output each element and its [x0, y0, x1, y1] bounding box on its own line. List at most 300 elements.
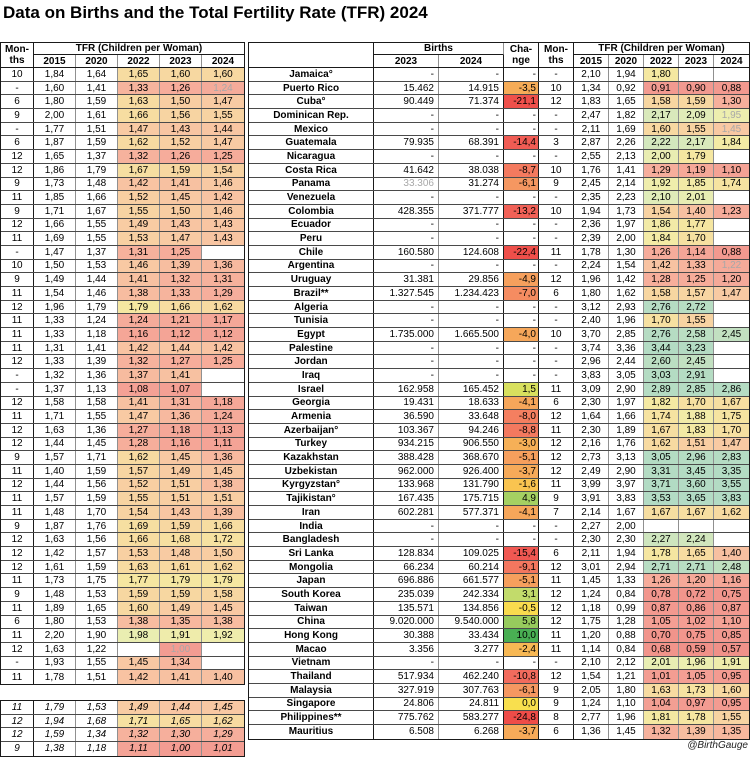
tfr-cell: 1,48 — [76, 178, 118, 191]
months-cell: 10 — [539, 205, 574, 218]
change-cell: - — [504, 342, 539, 355]
change-cell: - — [504, 219, 539, 232]
tfr-cell: 2,55 — [574, 150, 609, 163]
births-2023-cell: - — [374, 68, 439, 81]
tfr-cell: 1,83 — [574, 95, 609, 108]
births-2024-cell: 242.334 — [439, 588, 504, 601]
tfr-cell: 1,35 — [714, 725, 749, 739]
change-cell: - — [504, 191, 539, 204]
country-row — [249, 82, 749, 96]
tfr-cell: 1,61 — [76, 109, 118, 122]
months-cell: 9 — [539, 684, 574, 697]
year-header: 2020 — [76, 55, 118, 67]
tfr-cell: 1,33 — [609, 574, 644, 587]
country-row — [249, 492, 749, 506]
births-2024-cell: - — [439, 314, 504, 327]
months-cell: 11 — [1, 506, 34, 519]
tfr-row — [1, 438, 244, 452]
tfr-row — [1, 670, 244, 684]
tfr-cell: 3,74 — [574, 342, 609, 355]
tfr-cell: 1,33 — [34, 328, 76, 341]
births-2023-cell: 934.215 — [374, 438, 439, 451]
country-cell: Jamaica° — [249, 68, 374, 81]
months-cell: 12 — [539, 561, 574, 574]
tfr-cell: 1,07 — [160, 383, 202, 396]
tfr-cell: 1,21 — [609, 670, 644, 683]
change-cell: -10,8 — [504, 670, 539, 683]
change-cell: 10,0 — [504, 629, 539, 642]
births-2024-cell: 14.915 — [439, 82, 504, 95]
tfr-cell: 2,58 — [679, 328, 714, 341]
months-cell: - — [539, 520, 574, 533]
tfr-cell: 1,11 — [202, 438, 244, 451]
tfr-cell: 1,75 — [574, 616, 609, 629]
months-cell: 9 — [1, 588, 34, 601]
tfr-cell: 1,60 — [714, 684, 749, 697]
tfr-cell: 0,87 — [714, 602, 749, 615]
tfr-cell: 1,51 — [76, 670, 118, 684]
tfr-cell: 1,84 — [714, 136, 749, 149]
tfr-cell: 1,55 — [118, 492, 160, 505]
change-cell: -4,0 — [504, 328, 539, 341]
tfr-cell: 0,72 — [679, 588, 714, 601]
births-2023-cell: 66.234 — [374, 561, 439, 574]
change-cell: - — [504, 232, 539, 245]
tfr-cell: 1,42 — [202, 342, 244, 355]
tfr-cell: 1,33 — [160, 287, 202, 300]
births-2024-cell: 18.633 — [439, 397, 504, 410]
tfr-cell: 1,71 — [34, 205, 76, 218]
tfr-cell: 2,94 — [609, 561, 644, 574]
tfr-cell: 1,47 — [714, 438, 749, 451]
tfr-cell: 1,37 — [34, 383, 76, 396]
months-cell: 9 — [539, 178, 574, 191]
months-cell: - — [539, 68, 574, 81]
tfr-cell: 1,61 — [160, 561, 202, 574]
tfr-cell: 1,53 — [76, 701, 118, 714]
months-cell: 12 — [1, 643, 34, 656]
country-cell: Turkey — [249, 438, 374, 451]
months-cell: 11 — [1, 629, 34, 642]
tfr-cell: 1,54 — [118, 506, 160, 519]
tfr-cell: 1,44 — [160, 342, 202, 355]
months-header-line1: Mon- — [5, 44, 29, 55]
births-2023-cell: 90.449 — [374, 95, 439, 108]
tfr-cell: 1,20 — [574, 629, 609, 642]
tfr-cell: 1,28 — [644, 273, 679, 286]
tfr-cell: 1,66 — [118, 109, 160, 122]
tfr-row — [1, 287, 244, 301]
tfr-cell: 2,96 — [574, 355, 609, 368]
tfr-cell: 1,42 — [644, 260, 679, 273]
tfr-cell: 1,37 — [76, 150, 118, 163]
births-2023-cell: 103.367 — [374, 424, 439, 437]
months-cell: 11 — [539, 383, 574, 396]
change-cell: -5,1 — [504, 451, 539, 464]
tfr-cell: 0,59 — [679, 643, 714, 656]
tfr-cell: 1,25 — [202, 150, 244, 163]
tfr-cell: 1,80 — [644, 68, 679, 81]
tfr-cell: 1,97 — [609, 397, 644, 410]
tfr-cell: 1,40 — [714, 547, 749, 560]
months-cell: 10 — [539, 164, 574, 177]
tfr-row — [1, 533, 244, 547]
births-2024-cell: 60.214 — [439, 561, 504, 574]
tfr-cell — [679, 520, 714, 533]
tfr-cell: 2,00 — [34, 109, 76, 122]
country-cell: South Korea — [249, 588, 374, 601]
tfr-cell: 1,43 — [160, 506, 202, 519]
country-cell: Mongolia — [249, 561, 374, 574]
tfr-cell — [714, 342, 749, 355]
change-cell: - — [504, 301, 539, 314]
change-cell: - — [504, 68, 539, 81]
tfr-cell: 1,66 — [202, 520, 244, 533]
tfr-cell: 1,74 — [644, 410, 679, 423]
tfr-row — [1, 355, 244, 369]
change-cell: - — [504, 260, 539, 273]
tfr-row — [1, 301, 244, 315]
change-cell: - — [504, 369, 539, 382]
tfr-cell: 1,59 — [160, 520, 202, 533]
tfr-row — [1, 520, 244, 534]
births-2023-cell: 36.590 — [374, 410, 439, 423]
tfr-cell: 2,27 — [574, 520, 609, 533]
months-cell: - — [539, 219, 574, 232]
tfr-cell: 1,32 — [118, 150, 160, 163]
tfr-row — [1, 574, 244, 588]
tfr-cell: 1,33 — [679, 260, 714, 273]
tfr-cell: 1,42 — [118, 178, 160, 191]
tfr-cell: 3,09 — [574, 383, 609, 396]
tfr-cell: 1,59 — [76, 136, 118, 149]
tfr-cell: 0,90 — [679, 82, 714, 95]
births-2023-cell: 30.388 — [374, 629, 439, 642]
change-cell: -22,4 — [504, 246, 539, 259]
tfr-cell: 1,91 — [160, 629, 202, 642]
tfr-cell: 3,36 — [609, 342, 644, 355]
tfr-cell: 1,36 — [202, 451, 244, 464]
country-row — [249, 465, 749, 479]
tfr-cell: 2,17 — [679, 136, 714, 149]
tfr-cell — [714, 520, 749, 533]
tfr-cell: 1,56 — [160, 109, 202, 122]
tfr-cell: 1,43 — [202, 232, 244, 245]
tfr-row — [1, 602, 244, 616]
tfr-cell: 1,95 — [714, 109, 749, 122]
change-cell: -3,0 — [504, 438, 539, 451]
tfr-cell: 1,05 — [644, 616, 679, 629]
births-2024-cell: - — [439, 520, 504, 533]
births-2023-cell: 19.431 — [374, 397, 439, 410]
change-cell: - — [504, 109, 539, 122]
change-cell: -24,8 — [504, 711, 539, 724]
births-2024-cell: 38.038 — [439, 164, 504, 177]
tfr-cell: 1,54 — [644, 205, 679, 218]
tfr-cell: 1,41 — [76, 342, 118, 355]
tfr-cell: 1,79 — [34, 701, 76, 714]
tfr-cell: 1,47 — [160, 232, 202, 245]
tfr-cell: 1,39 — [160, 260, 202, 273]
year-header: 2020 — [609, 55, 644, 67]
tfr-cell: 1,76 — [574, 164, 609, 177]
country-row — [249, 164, 749, 178]
tfr-cell: 1,53 — [76, 588, 118, 601]
births-2024-cell: 368.670 — [439, 451, 504, 464]
tfr-cell: 1,60 — [202, 68, 244, 81]
tfr-cell: 1,32 — [118, 355, 160, 368]
tfr-cell: 1,04 — [644, 698, 679, 711]
tfr-cell: 1,26 — [160, 150, 202, 163]
tfr-cell: 1,39 — [679, 725, 714, 739]
months-cell: 9 — [1, 178, 34, 191]
tfr-cell: 1,59 — [76, 465, 118, 478]
tfr-cell: 1,74 — [714, 178, 749, 191]
tfr-cell: 1,47 — [714, 287, 749, 300]
tfr-cell: 1,87 — [34, 136, 76, 149]
tfr-cell: 1,65 — [609, 95, 644, 108]
tfr-cell: 3,44 — [644, 342, 679, 355]
tfr-cell: 0,57 — [714, 643, 749, 656]
tfr-cell: 1,62 — [202, 715, 244, 728]
tfr-cell: 1,25 — [679, 273, 714, 286]
months-cell: - — [1, 123, 34, 136]
country-cell: Uzbekistan — [249, 465, 374, 478]
births-2024-cell: - — [439, 68, 504, 81]
tfr-cell: 1,47 — [118, 123, 160, 136]
months-cell: - — [539, 355, 574, 368]
tfr-cell: 2,60 — [644, 355, 679, 368]
tfr-cell: 2,16 — [574, 438, 609, 451]
tfr-cell: 3,65 — [679, 492, 714, 505]
tfr-cell: 1,73 — [679, 684, 714, 697]
months-cell: - — [539, 533, 574, 546]
tfr-cell: 1,30 — [714, 95, 749, 108]
tfr-cell: 2,17 — [644, 109, 679, 122]
tfr-cell: 2,71 — [644, 561, 679, 574]
births-2023-cell: - — [374, 260, 439, 273]
country-cell: Georgia — [249, 397, 374, 410]
change-cell: -14,4 — [504, 136, 539, 149]
months-header-line2: ths — [548, 55, 564, 66]
tfr-group-header: TFR (Children per Woman) — [34, 43, 244, 55]
tfr-cell: 1,37 — [76, 246, 118, 259]
tfr-cell: 1,67 — [609, 506, 644, 519]
country-row — [249, 616, 749, 630]
tfr-cell: 1,65 — [118, 68, 160, 81]
tfr-cell — [714, 232, 749, 245]
tfr-cell — [679, 68, 714, 81]
change-cell: 1,5 — [504, 383, 539, 396]
tfr-cell: 1,33 — [118, 82, 160, 95]
tfr-cell: 1,40 — [34, 465, 76, 478]
months-cell: 12 — [539, 670, 574, 683]
months-cell: 10 — [1, 68, 34, 81]
change-cell: - — [504, 520, 539, 533]
country-row — [249, 547, 749, 561]
months-cell: 9 — [1, 273, 34, 286]
year-header: 2022 — [118, 55, 160, 67]
tfr-cell: 1,64 — [76, 68, 118, 81]
tfr-cell: 1,55 — [118, 205, 160, 218]
tfr-row — [1, 68, 244, 82]
tfr-cell: 1,69 — [34, 232, 76, 245]
tfr-cell: 1,68 — [76, 715, 118, 728]
tfr-cell: 2,36 — [574, 219, 609, 232]
tfr-cell: 2,10 — [644, 191, 679, 204]
months-cell: 12 — [1, 424, 34, 437]
months-header-line1: Mon- — [544, 44, 568, 55]
tfr-cell: 1,85 — [679, 178, 714, 191]
tfr-cell — [644, 520, 679, 533]
change-header-line2: nge — [512, 55, 530, 66]
tfr-cell: 1,10 — [714, 164, 749, 177]
tfr-cell: 2,45 — [679, 355, 714, 368]
tfr-cell: 1,49 — [118, 701, 160, 714]
country-row — [249, 328, 749, 342]
births-2023-cell: 517.934 — [374, 670, 439, 683]
change-header-line1: Cha- — [509, 44, 533, 55]
tfr-cell: 1,41 — [76, 82, 118, 95]
tfr-cell: 0,70 — [644, 629, 679, 642]
tfr-row — [1, 109, 244, 123]
tfr-cell: 1,49 — [160, 602, 202, 615]
tfr-cell: 1,10 — [609, 698, 644, 711]
country-cell: Palestine — [249, 342, 374, 355]
tfr-row — [1, 150, 244, 164]
births-2024-cell: 6.268 — [439, 725, 504, 739]
tfr-cell: 1,45 — [76, 438, 118, 451]
change-cell: -6,1 — [504, 178, 539, 191]
tfr-cell: 1,59 — [118, 588, 160, 601]
tfr-cell: 1,92 — [644, 178, 679, 191]
change-cell: - — [504, 123, 539, 136]
months-cell: 6 — [539, 287, 574, 300]
tfr-cell: 1,85 — [34, 191, 76, 204]
tfr-cell: 0,68 — [644, 643, 679, 656]
tfr-cell: 0,78 — [644, 588, 679, 601]
year-header: 2015 — [34, 55, 76, 67]
year-header: 2022 — [644, 55, 679, 67]
tfr-cell: 1,48 — [34, 588, 76, 601]
births-2023-cell: - — [374, 369, 439, 382]
country-row — [249, 68, 749, 82]
tfr-cell: 1,12 — [202, 328, 244, 341]
tfr-cell: 0,87 — [644, 602, 679, 615]
change-cell: 0,0 — [504, 698, 539, 711]
tfr-cell: 1,50 — [34, 260, 76, 273]
tfr-cell: 1,72 — [202, 533, 244, 546]
tfr-cell: 1,16 — [118, 328, 160, 341]
country-cell: Mexico — [249, 123, 374, 136]
country-cell: Armenia — [249, 410, 374, 423]
tfr-cell: 1,73 — [34, 178, 76, 191]
tfr-cell: 2,20 — [34, 629, 76, 642]
tfr-cell: 0,88 — [714, 82, 749, 95]
country-row — [249, 451, 749, 465]
births-2023-cell: - — [374, 232, 439, 245]
births-2023-cell: 6.508 — [374, 725, 439, 739]
tfr-row — [1, 205, 244, 219]
births-2024-cell: 24.811 — [439, 698, 504, 711]
tfr-cell: 1,39 — [202, 506, 244, 519]
months-cell: - — [1, 657, 34, 670]
country-row — [249, 602, 749, 616]
tfr-cell: 1,41 — [118, 397, 160, 410]
country-row — [249, 109, 749, 123]
tfr-cell: 1,42 — [34, 547, 76, 560]
tfr-cell: 1,29 — [202, 287, 244, 300]
births-2023-cell: 79.935 — [374, 136, 439, 149]
country-cell: Colombia — [249, 205, 374, 218]
tfr-cell: 1,65 — [34, 150, 76, 163]
months-cell: 12 — [539, 451, 574, 464]
months-cell: 12 — [1, 479, 34, 492]
tfr-cell: 1,49 — [160, 465, 202, 478]
country-cell: Tunisia — [249, 314, 374, 327]
births-2024-cell: - — [439, 109, 504, 122]
tfr-cell: 2,00 — [609, 520, 644, 533]
tfr-row — [1, 728, 244, 742]
tfr-cell: 2,40 — [574, 314, 609, 327]
tfr-cell: 3,05 — [609, 369, 644, 382]
tfr-cell — [714, 191, 749, 204]
tfr-row — [1, 328, 244, 342]
tfr-cell: 1,70 — [714, 424, 749, 437]
tfr-row — [1, 260, 244, 274]
tfr-cell: 2,73 — [574, 451, 609, 464]
country-cell: Costa Rica — [249, 164, 374, 177]
country-cell: Sri Lanka — [249, 547, 374, 560]
births-2024-cell: 68.391 — [439, 136, 504, 149]
births-2023-cell: - — [374, 533, 439, 546]
tfr-cell: 3,05 — [644, 451, 679, 464]
tfr-cell: 1,80 — [609, 684, 644, 697]
tfr-cell: 2,00 — [644, 150, 679, 163]
births-2023-cell: 775.762 — [374, 711, 439, 724]
tfr-cell: 1,48 — [34, 506, 76, 519]
tfr-cell: 3,71 — [644, 479, 679, 492]
tfr-cell: 1,44 — [202, 123, 244, 136]
tfr-cell: 1,38 — [34, 742, 76, 756]
tfr-cell: 1,50 — [160, 95, 202, 108]
tfr-cell: 1,26 — [644, 246, 679, 259]
tfr-cell: 0,99 — [609, 602, 644, 615]
months-cell: 12 — [539, 602, 574, 615]
change-cell: -1,6 — [504, 479, 539, 492]
tfr-cell: 1,49 — [118, 219, 160, 232]
births-2024-cell: - — [439, 657, 504, 670]
tfr-row — [1, 342, 244, 356]
tfr-cell: 2,93 — [609, 301, 644, 314]
tfr-cell: 3,23 — [679, 342, 714, 355]
tfr-cell: 1,78 — [34, 670, 76, 684]
country-cell: Brazil** — [249, 287, 374, 300]
tfr-cell: 1,45 — [714, 123, 749, 136]
births-2024-cell: 33.434 — [439, 629, 504, 642]
tfr-cell: 1,56 — [76, 533, 118, 546]
change-cell: 3,1 — [504, 588, 539, 601]
months-cell: 12 — [1, 728, 34, 741]
tfr-cell: 1,31 — [160, 397, 202, 410]
tfr-cell: 1,34 — [574, 82, 609, 95]
change-cell: -3,5 — [504, 82, 539, 95]
births-2023-cell: 3.356 — [374, 643, 439, 656]
country-row — [249, 479, 749, 493]
tfr-cell: 1,79 — [202, 574, 244, 587]
births-2024-cell: 462.240 — [439, 670, 504, 683]
tfr-cell: 1,47 — [202, 136, 244, 149]
